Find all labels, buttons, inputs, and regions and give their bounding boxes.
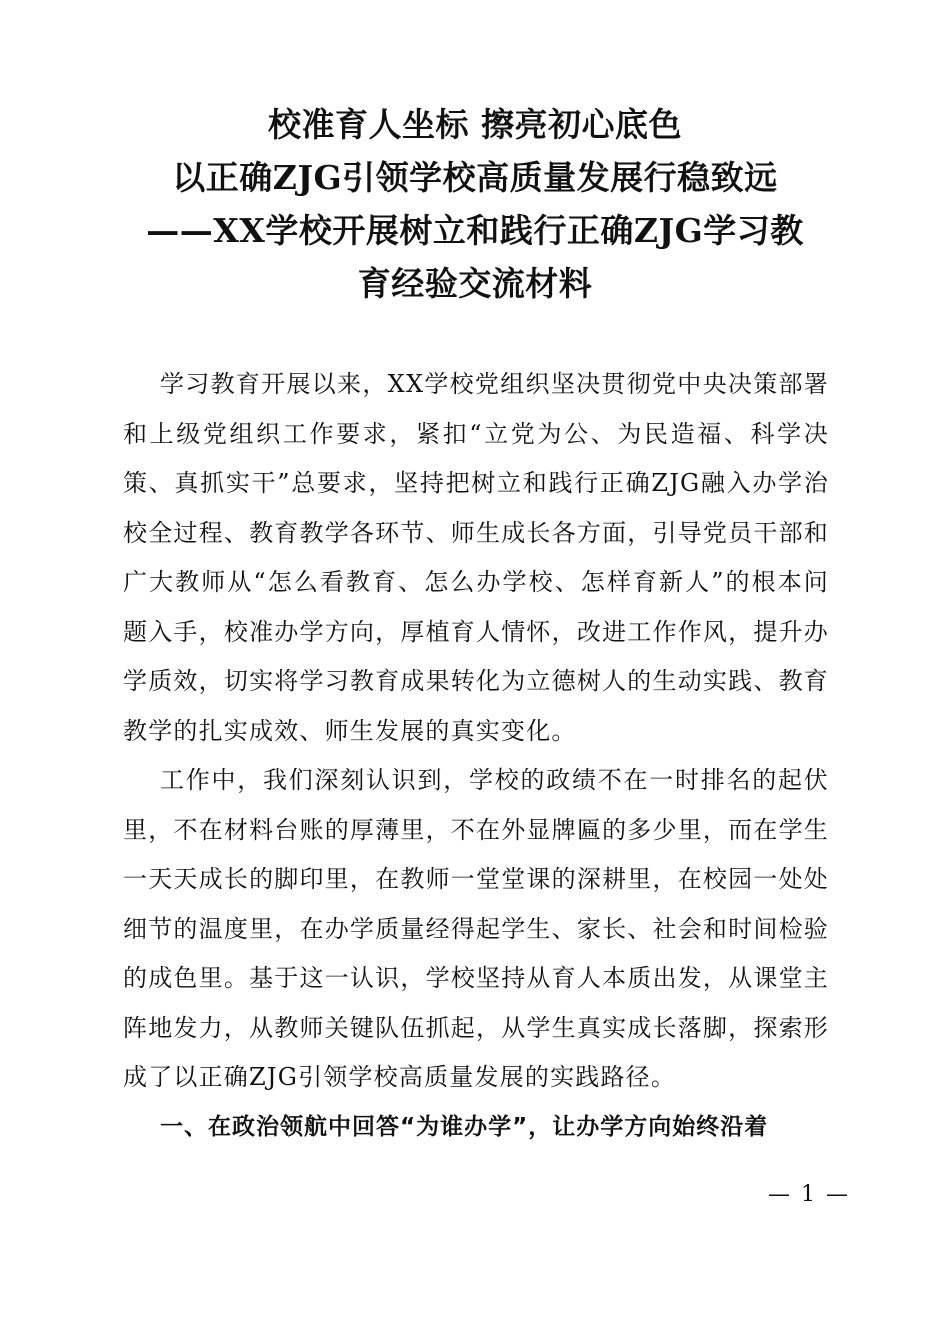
body-paragraph-2: 工作中，我们深刻认识到，学校的政绩不在一时排名的起伏里，不在材料台账的厚薄里，不在外显牌匾的多少里，而在学生一天天成长的脚印里，在教师一堂堂课的深耕里，在校园一处处细节的温度里，在办学质量经得起学生、家长、社会和时间检验的成色里。基于这一认识，学校坚持从育人本质出发，从课堂主阵地发力，从教师关键队伍抓起，从学生真实成长落脚，探索形成了以正确ZJG引领学校高质量发展的实践路径。 — [123, 766, 829, 1091]
page-number: — 1 — — [768, 1182, 850, 1207]
title-line-3: ——XX学校开展树立和践行正确ZJG学习教 — [146, 211, 804, 250]
body-paragraph-1: 学习教育开展以来，XX学校党组织坚决贯彻党中央决策部署和上级党组织工作要求，紧扣“立党为公、为民造福、科学决策、真抓实干”总要求，坚持把树立和践行正确ZJG融入办学治校全过程、教育教学各环节、师生成长各方面，引导党员干部和广大教师从“怎么看教育、怎么办学校、怎样育新人”的根本问题入手，校准办学方向，厚植育人情怀，改进工作作风，提升办学质效，切实将学习教育成果转化为立德树人的生动实践、教育教学的扎实成效、师生发展的真实变化。 — [123, 370, 829, 745]
document-title — [100, 98, 850, 310]
title-line-1: 校准育人坐标 擦亮初心底色 — [268, 105, 682, 144]
section-heading-1: 一、在政治领航中回答“为谁办学”，让办学方向始终沿着 — [160, 1113, 769, 1140]
title-line-4: 育经验交流材料 — [357, 264, 593, 303]
title-line-2: 以正确ZJG引领学校高质量发展行稳致远 — [172, 158, 778, 197]
document-body — [123, 360, 829, 1152]
